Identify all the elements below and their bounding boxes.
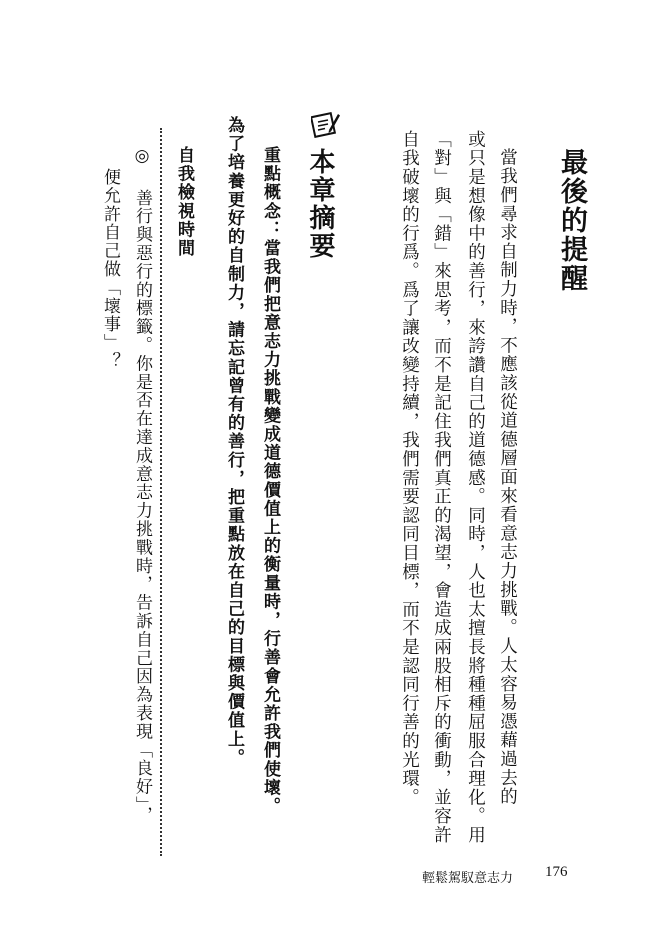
book-title: 輕鬆駕馭意志力 [422, 871, 514, 886]
body-line-1: 當我們尋求自制力時，不應該從道德層面來看意志力挑戰。人太容易憑藉過去的 [497, 148, 518, 806]
dotted-divider [160, 128, 162, 856]
summary-goal-line: 為了培養更好的自制力，請忘記曾有的善行，把重點放在自己的目標與價值上。 [224, 116, 244, 767]
exercise-heading: 自我檢視時間 [174, 146, 194, 258]
summary-heading: 本章摘要 [305, 148, 335, 260]
summary-concept-line: 重點概念：當我們把意志力挑戰變成道德價值上的衡量時，行善會允許我們使壞。 [260, 146, 280, 816]
exercise-continuation-line: 便允許自己做「壞事」？ [100, 168, 120, 371]
body-line-2: 或只是想像中的善行，來誇讚自己的道德感。同時，人也太擅長將種種屈服合理化。用 [465, 130, 486, 845]
body-line-4: 自我破壞的行爲。爲了讓改變持續，我們需要認同目標，而不是認同行善的光環。 [399, 130, 420, 807]
page-number: 176 [545, 864, 568, 880]
pencil-note-icon [311, 110, 341, 138]
section-heading: 最後的提醒 [556, 148, 587, 293]
body-line-3: 「對」與「錯」來思考，而不是記住我們真正的渴望，會造成兩股相斥的衝動，並容許 [431, 130, 452, 845]
exercise-bullet-line: ◎ 善行與惡行的標籤。你是否在達成意志力挑戰時，告訴自己因為表現「良好」， [132, 146, 152, 825]
